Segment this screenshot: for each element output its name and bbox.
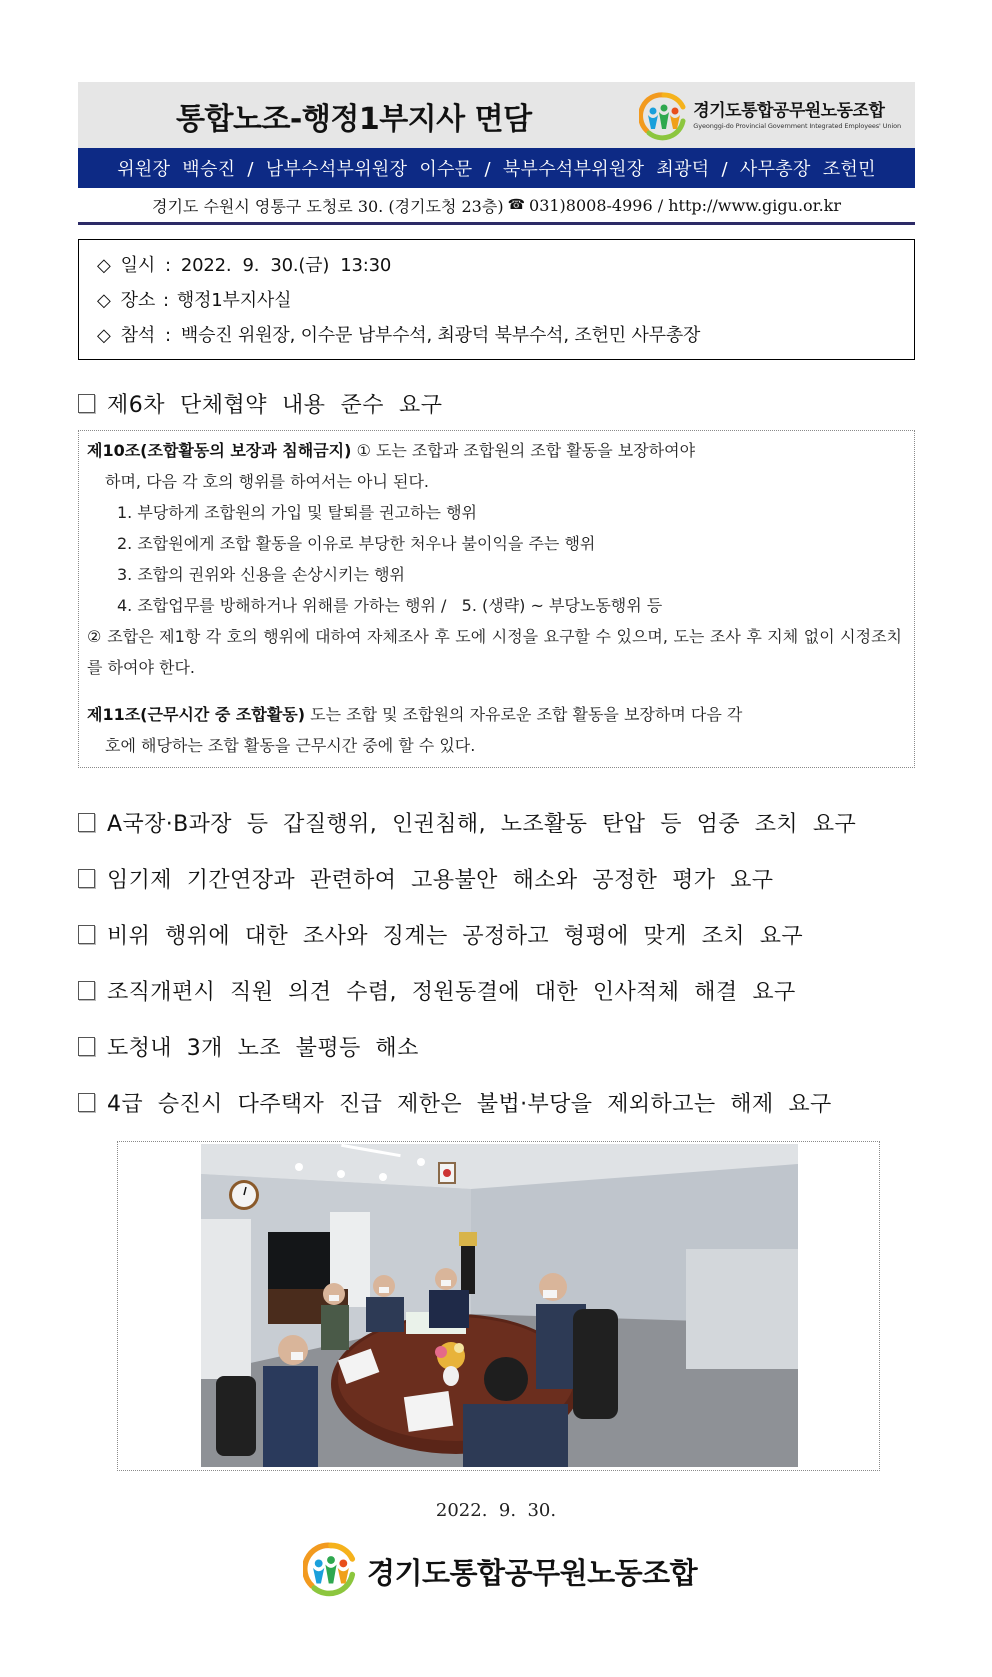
spacer	[87, 683, 902, 699]
article-10-para1-cont: 하며, 다음 각 호의 행위를 하여서는 아니 된다.	[105, 472, 429, 491]
photo-frame	[117, 1141, 880, 1471]
demand-item	[78, 906, 915, 962]
clause-box	[78, 430, 915, 768]
demand-item	[78, 850, 915, 906]
article-11-cont: 호에 해당하는 조합 활동을 근무시간 중에 할 수 있다.	[105, 736, 476, 755]
demand-text: 도청내 3개 노조 불평등 해소	[107, 1035, 419, 1061]
info-label: 장소	[120, 290, 156, 311]
colon: :	[163, 290, 169, 311]
demand-text: 4급 승진시 다주택자 진급 제한은 불법·부당을 제외하고는 해제 요구	[107, 1091, 832, 1117]
diamond-bullet-icon: ◇	[97, 325, 111, 346]
colon: :	[165, 255, 171, 276]
phone-icon: ☎	[507, 197, 526, 213]
article-10-item-1: 1. 부당하게 조합원의 가입 및 탈퇴를 권고하는 행위	[117, 503, 477, 522]
section-heading-collective-agreement	[78, 388, 915, 419]
article-10-para2: ② 조합은 제1항 각 호의 행위에 대하여 자체조사 후 도에 시정을 요구할 수 있으며, 도는 조사 후 지체 없이 시정조치를 하여야 한다.	[87, 627, 902, 677]
footer-union-logo	[303, 1541, 697, 1601]
article-11-text: 도는 조합 및 조합원의 자유로운 조합 활동을 보장하며 다음 각	[305, 705, 743, 724]
demand-text: 조직개편시 직원 의견 수렴, 정원동결에 대한 인사적체 해결 요구	[107, 979, 796, 1005]
union-logo-icon	[639, 91, 689, 141]
footer-org-name: 경기도통합공무원노동조합	[367, 1555, 698, 1590]
checkbox-bullet-icon	[78, 925, 95, 944]
union-logo-icon	[303, 1541, 359, 1601]
header-title-bar	[78, 82, 915, 148]
article-11-lead	[87, 699, 902, 730]
info-value: 백승진 위원장, 이수문 남부수석, 최광덕 북부수석, 조헌민 사무총장	[180, 325, 701, 346]
address-text: 경기도 수원시 영통구 도청로 30. (경기도청 23층)	[152, 196, 504, 216]
checkbox-bullet-icon	[78, 981, 95, 1000]
demand-item	[78, 1074, 915, 1130]
demand-text: 비위 행위에 대한 조사와 징계는 공정하고 형평에 맞게 조치 요구	[107, 923, 804, 949]
info-label: 일시	[120, 255, 156, 276]
union-name-korean: 경기도통합공무원노동조합	[693, 101, 885, 121]
meeting-info-box	[78, 239, 915, 360]
diamond-bullet-icon: ◇	[97, 255, 111, 276]
info-row-location	[97, 283, 914, 318]
article-11-title: 제11조(근무시간 중 조합활동)	[87, 705, 306, 724]
demand-item	[78, 794, 915, 850]
info-value: 행정1부지사실	[176, 290, 292, 311]
phone-number: 031)8008-4996	[529, 195, 653, 215]
info-label: 참석	[120, 325, 156, 346]
article-10-item-4-5: 4. 조합업무를 방해하거나 위해를 가하는 행위 / 5. (생략) ~ 부당노동행위 등	[117, 596, 663, 615]
officers-band: 위원장 백승진 / 남부수석부위원장 이수문 / 북부수석부위원장 최광덕 / 사무총장 조헌민	[78, 148, 915, 188]
article-10-para1: ① 도는 조합과 조합원의 조합 활동을 보장하여야	[351, 441, 696, 460]
separator: /	[652, 195, 669, 215]
checkbox-bullet-icon	[78, 813, 95, 832]
diamond-bullet-icon: ◇	[97, 290, 111, 311]
demands-list	[78, 794, 915, 1130]
article-10-title: 제10조(조합활동의 보장과 침해금지)	[87, 441, 352, 460]
checkbox-bullet-icon	[78, 1093, 95, 1112]
meeting-photo	[201, 1144, 798, 1467]
article-10-lead	[87, 435, 902, 466]
footer-date: 2022. 9. 30.	[435, 1500, 557, 1521]
demand-text: 임기제 기간연장과 관련하여 고용불안 해소와 공정한 평가 요구	[107, 867, 774, 893]
info-value: 2022. 9. 30.(금) 13:30	[180, 255, 392, 276]
demand-item	[78, 1018, 915, 1074]
info-row-datetime	[97, 248, 914, 283]
colon: :	[165, 325, 171, 346]
info-row-attendees	[97, 318, 914, 353]
union-logo	[639, 90, 901, 142]
checkbox-bullet-icon	[78, 869, 95, 888]
website-link[interactable]: http://www.gigu.or.kr	[668, 195, 841, 215]
address-line	[78, 188, 915, 225]
article-10-item-2: 2. 조합원에게 조합 활동을 이유로 부당한 처우나 불이익을 주는 행위	[117, 534, 596, 553]
demand-item	[78, 962, 915, 1018]
section-heading-text: 제6차 단체협약 내용 준수 요구	[107, 393, 443, 418]
checkbox-bullet-icon	[78, 394, 95, 413]
checkbox-bullet-icon	[78, 1037, 95, 1056]
press-release-page	[78, 82, 915, 1130]
article-10-item-3: 3. 조합의 권위와 신용을 손상시키는 행위	[117, 565, 405, 584]
page-title: 통합노조-행정1부지사 면담	[176, 102, 532, 137]
union-name-english: Gyeonggi-do Provincial Government Integrated Employees' Union	[693, 122, 901, 130]
demand-text: A국장·B과장 등 갑질행위, 인권침해, 노조활동 탄압 등 엄중 조치 요구	[107, 811, 857, 837]
